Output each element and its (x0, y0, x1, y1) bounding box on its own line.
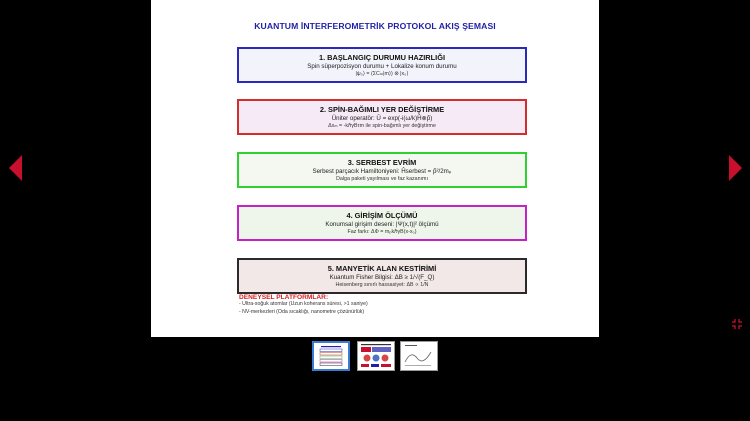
step-line-1: Üniter operatör: Û = exp(-i(ω/k)Ĥ⊗p̂) (331, 115, 433, 122)
step-line-2: |ψ₀⟩ = (ΣCₘ|m⟩) ⊗ |x₀⟩ (355, 71, 409, 77)
chevron-right-icon[interactable] (729, 155, 742, 181)
step-line-2: Heisenberg sınırlı hassasiyet: ΔB ∝ 1/N (335, 282, 429, 288)
step-heading: 3. SERBEST EVRİM (347, 158, 417, 167)
platform-item: - Ultra-soğuk atomlar (Uzun koherans süresi, >1 saniye) (239, 301, 368, 307)
step-heading: 2. SPİN-BAĞIMLI YER DEĞİŞTİRME (319, 105, 445, 114)
thumbnail-1[interactable] (312, 341, 350, 371)
step-line-2: Δxₘ = -kℏγBτm ile spin-bağımlı yer değiştirme (328, 123, 436, 129)
platforms-heading: DENEYSEL PLATFORMLAR: (239, 294, 329, 301)
step-line-1: Spin süperpozisyon durumu + Lokalize konum durumu (307, 63, 457, 70)
step-box-1 (237, 47, 527, 83)
step-heading: 4. GİRİŞİM ÖLÇÜMÜ (346, 211, 418, 220)
platform-item: - NV-merkezleri (Oda sıcaklığı, nanometre çözünürlük) (239, 309, 365, 315)
step-box-2 (237, 99, 527, 135)
chevron-left-icon[interactable] (9, 155, 22, 181)
step-box-4 (237, 205, 527, 241)
step-line-1: Konumsal girişim deseni: |Ψ(x,t)|² ölçümü (325, 221, 439, 228)
step-line-1: Serbest parçacık Hamiltoniyeni: Ĥserbest = p̂²/2mₚ (312, 168, 452, 175)
collapse-icon[interactable] (731, 318, 743, 330)
thumbnail-2[interactable] (357, 341, 395, 371)
step-line-2: Faz farkı: ΔΦ = mₚkℏγB(x-x₀) (347, 229, 417, 235)
step-line-2: Dalga paketi yayılması ve faz kazanımı (336, 176, 428, 182)
step-box-5 (237, 258, 527, 294)
step-heading: 5. MANYETİK ALAN KESTİRİMİ (327, 264, 437, 273)
step-line-1: Kuantum Fisher Bilgisi: ΔB ≥ 1/√(F_Q) (329, 274, 435, 281)
slide-title: KUANTUM İNTERFEROMETRİK PROTOKOL AKIŞ ŞEMASI (254, 21, 496, 31)
step-box-3 (237, 152, 527, 188)
slide-canvas (151, 0, 599, 337)
thumbnail-3[interactable] (400, 341, 438, 371)
step-heading: 1. BAŞLANGIÇ DURUMU HAZIRLIĞI (318, 53, 446, 62)
